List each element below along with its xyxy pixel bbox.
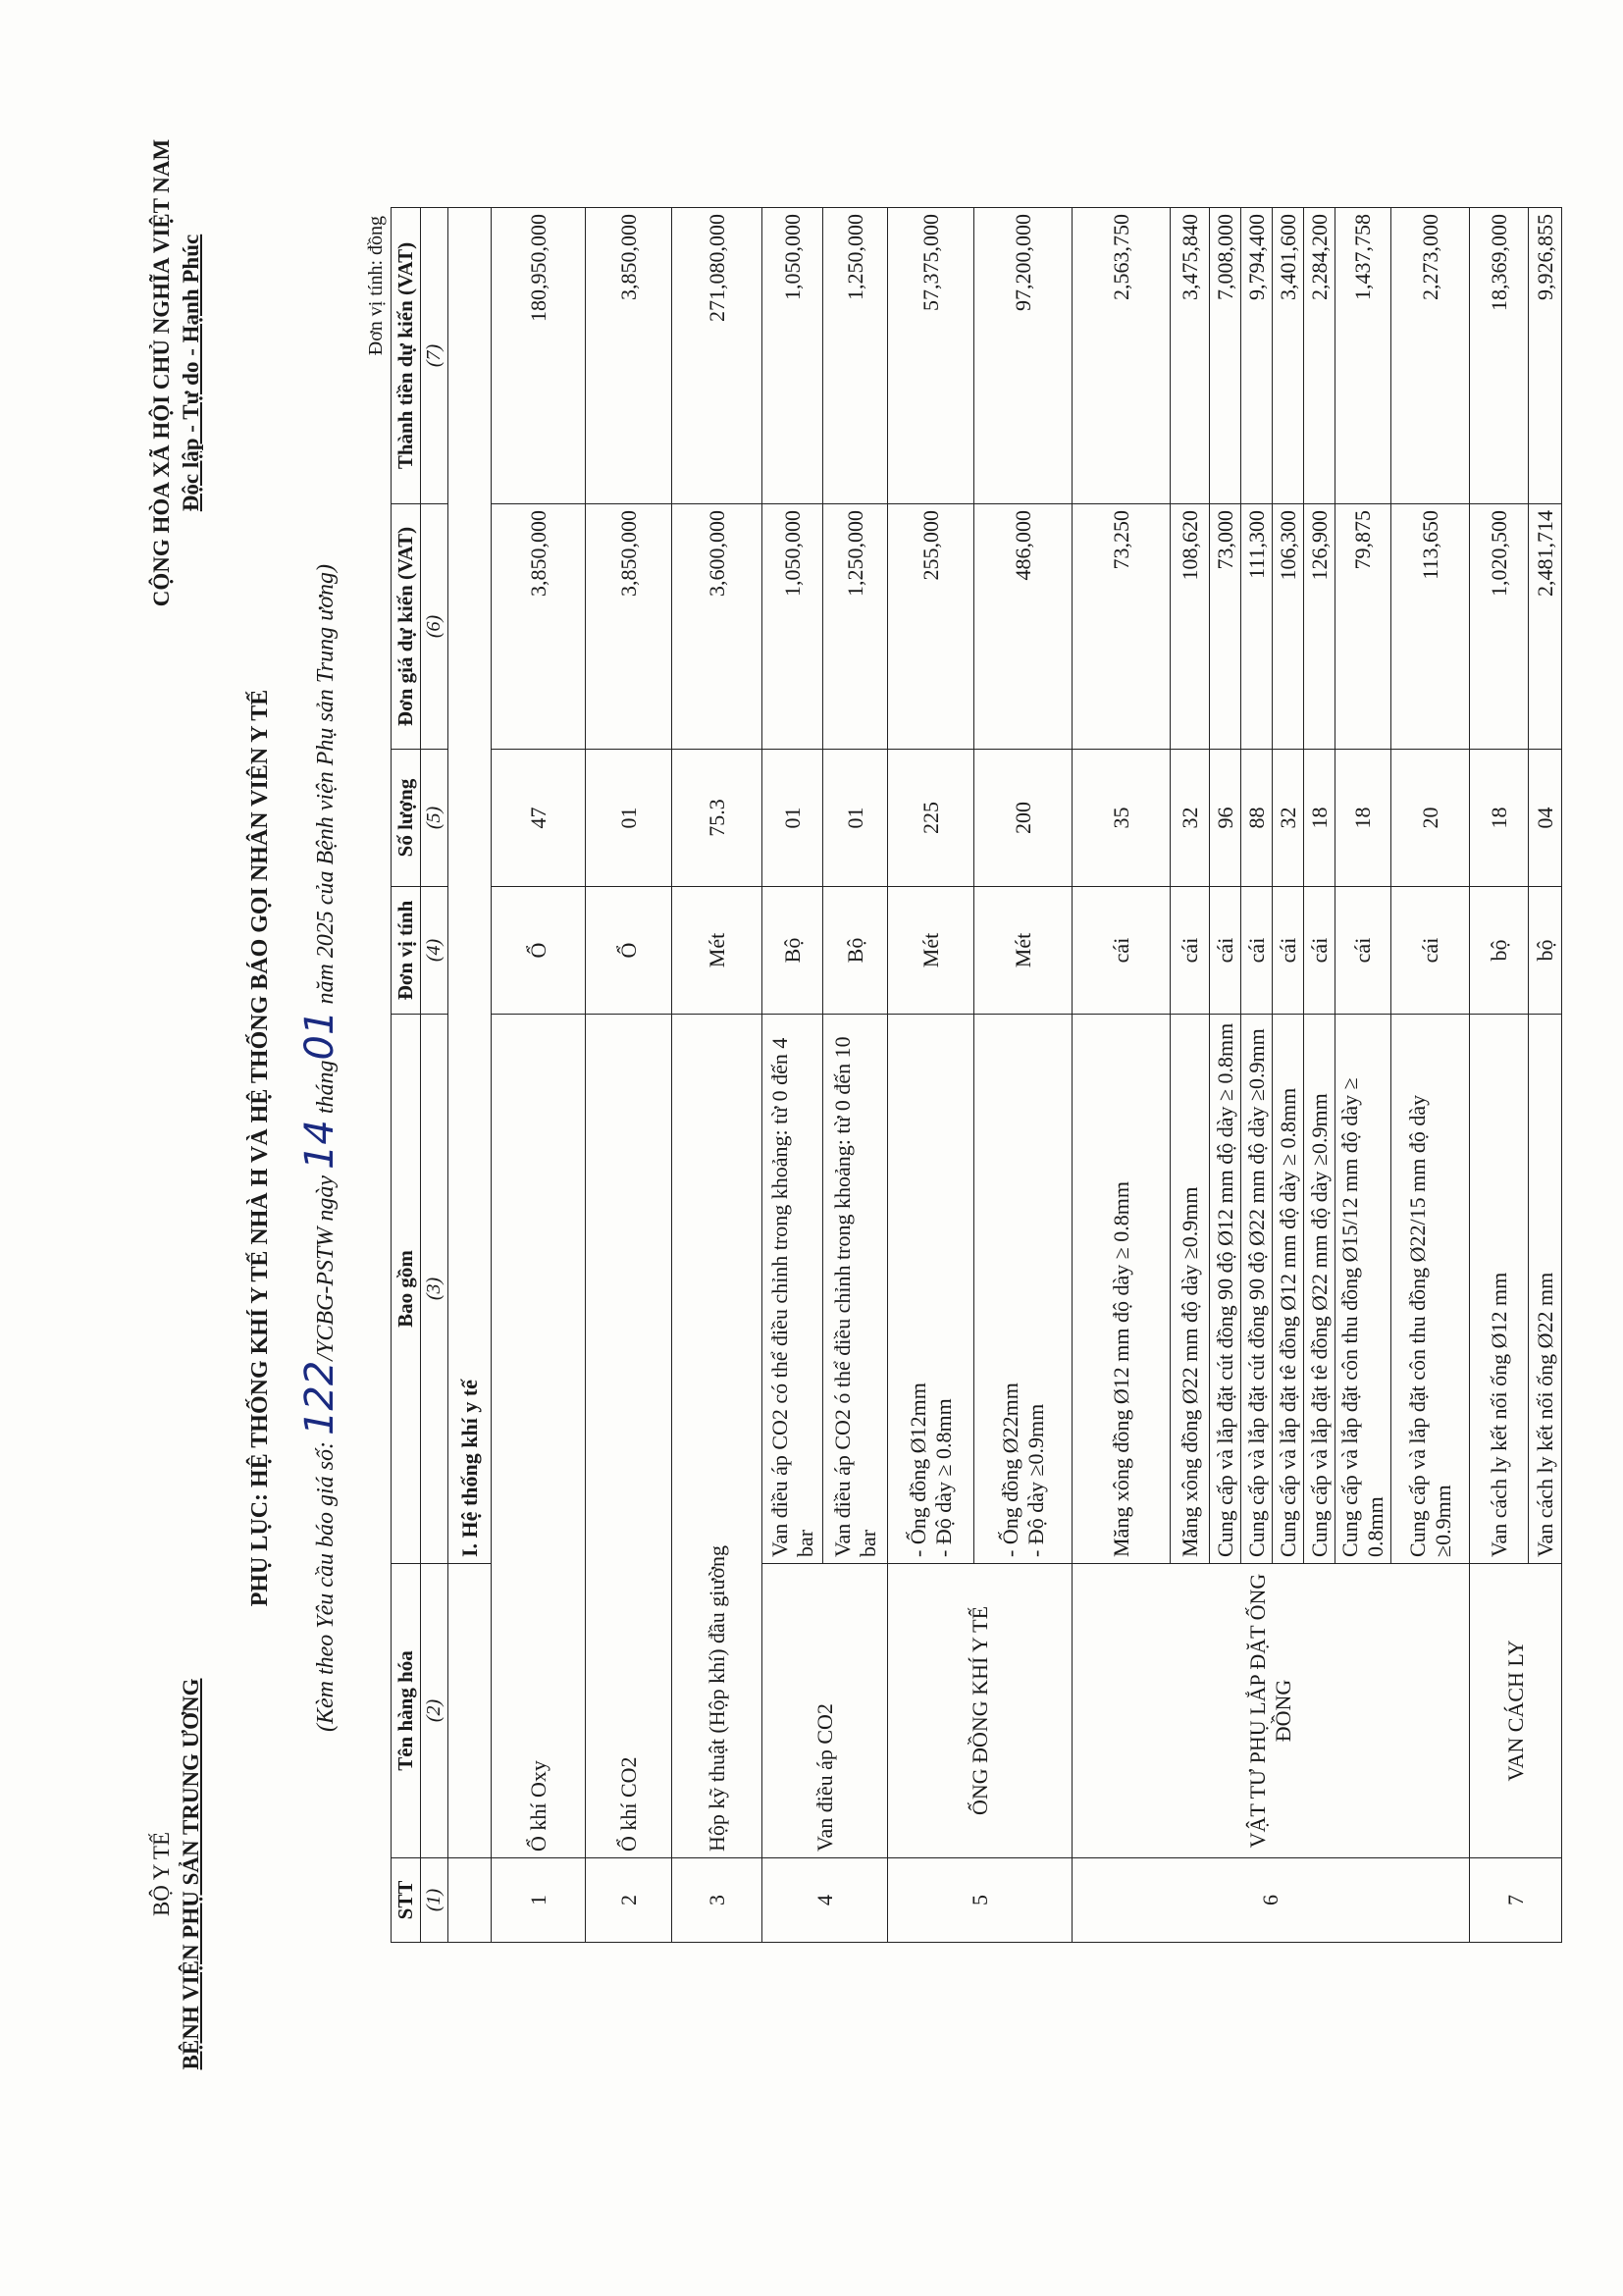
col-header: STT [392,1858,421,1943]
national-motto: Độc lập - Tự do - Hạnh Phúc [178,234,203,512]
cell-stt: 4 [762,1858,888,1943]
cell-unit: cái [1241,887,1273,1015]
cell-price: 1,050,000 [762,504,823,750]
cell-price: 79,875 [1335,504,1391,750]
cell-qty: 96 [1210,750,1241,887]
cell-total: 3,475,840 [1171,208,1210,504]
cell-total: 2,273,000 [1391,208,1470,504]
cell-qty: 200 [974,750,1073,887]
col-header: Thành tiền dự kiến (VAT) [392,208,421,504]
cell-qty: 32 [1273,750,1304,887]
col-number: (3) [421,1015,448,1564]
table-row [888,208,974,1943]
cell-total: 271,080,000 [672,208,762,504]
cell-qty: 88 [1241,750,1273,887]
cell-total: 9,794,400 [1241,208,1273,504]
section-row [448,208,492,1943]
cell-price: 73,250 [1073,504,1171,750]
table-row [492,208,586,1943]
col-number: (2) [421,1564,448,1858]
cell-name: VAN CÁCH LY [1470,1564,1562,1858]
cell-spec: Cung cấp và lắp đặt tê đồng Ø22 mm độ dày ≥0.9mm [1304,1015,1335,1564]
document-title: PHỤ LỤC: HỆ THỐNG KHÍ Y TẾ NHÀ H VÀ HỆ THỐNG BÁO GỌI NHÂN VIÊN Y TẾ [247,689,273,1607]
cell-unit: Mét [888,887,974,1015]
cell-qty: 32 [1171,750,1210,887]
cell-total: 3,850,000 [586,208,672,504]
cell-price: 3,850,000 [586,504,672,750]
col-number: (5) [421,750,448,887]
cell-stt: 5 [888,1858,1073,1943]
cell-spec: Cung cấp và lắp đặt cút đồng 90 độ Ø12 mm độ dày ≥ 0.8mm [1210,1015,1241,1564]
col-header: Đơn vị tính [392,887,421,1015]
handwritten-doc-number: 122 [297,1360,342,1436]
cell-price: 106,300 [1273,504,1304,750]
cell-unit: Ổ [586,887,672,1015]
cell-total: 7,008,000 [1210,208,1241,504]
cell-qty: 20 [1391,750,1470,887]
cell-unit: bộ [1470,887,1529,1015]
handwritten-day: 14 [297,1120,342,1171]
spec-line: - Ống đồng Ø12mm [905,1383,930,1557]
cell-qty: 04 [1529,750,1562,887]
table-row [586,208,672,1943]
cell-spec: Cung cấp và lắp đặt tê đồng Ø12 mm độ dày ≥ 0.8mm [1273,1015,1304,1564]
cell-price: 111,300 [1241,504,1273,750]
cell-price: 3,850,000 [492,504,586,750]
col-number: (7) [421,208,448,504]
cell-unit: Mét [672,887,762,1015]
table-row [672,208,762,1943]
cell-price: 2,481,714 [1529,504,1562,750]
spec-line: - Độ dày ≥ 0.8mm [930,1398,956,1557]
ministry-name: BỘ Y TẾ [149,1831,174,1917]
cell-total: 3,401,600 [1273,208,1304,504]
cell-unit: bộ [1529,887,1562,1015]
col-header: Số lượng [392,750,421,887]
cell-stt: 2 [586,1858,672,1943]
cell-unit: Bộ [823,887,888,1015]
header-right [147,98,206,648]
cell-qty: 01 [586,750,672,887]
cell-qty: 01 [823,750,888,887]
spec-line: - Độ dày ≥0.9mm [1022,1403,1048,1557]
cell-spec: Van điều áp CO2 có thể điều chỉnh trong khoảng: từ 0 đến 4 bar [762,1015,823,1564]
table-row [1073,208,1171,1943]
subtitle-mid1: /YCBG-PSTW ngày [313,1175,339,1361]
col-header: Bao gồm [392,1015,421,1564]
cell-total: 9,926,855 [1529,208,1562,504]
cell-total: 1,437,758 [1335,208,1391,504]
cell-total: 57,375,000 [888,208,974,504]
cell-qty: 18 [1335,750,1391,887]
cell-qty: 47 [492,750,586,887]
cell-qty: 35 [1073,750,1171,887]
cell-stt: 7 [1470,1858,1562,1943]
cell-stt: 6 [1073,1858,1470,1943]
cell-total: 1,050,000 [762,208,823,504]
cell-total: 1,250,000 [823,208,888,504]
cell-name: Hộp kỹ thuật (Hộp khí) đầu giường [672,1015,762,1858]
subtitle-prefix: (Kèm theo Yêu cầu báo giá số: [313,1441,339,1733]
col-header: Tên hàng hóa [392,1564,421,1858]
cell-qty: 01 [762,750,823,887]
cell-stt: 1 [492,1858,586,1943]
cell-spec: Măng xông đồng Ø22 mm độ dày ≥0.9mm [1171,1015,1210,1564]
cell-spec: Cung cấp và lắp đặt côn thu đồng Ø15/12 mm độ dày ≥ 0.8mm [1335,1015,1391,1564]
cell-spec: Cung cấp và lắp đặt cút đồng 90 độ Ø22 mm độ dày ≥0.9mm [1241,1015,1273,1564]
cell-total: 180,950,000 [492,208,586,504]
col-number: (6) [421,504,448,750]
cell-spec [888,1015,974,1564]
table-header-row [392,208,421,1943]
cell-total: 2,563,750 [1073,208,1171,504]
cell-price: 255,000 [888,504,974,750]
cell-price: 108,620 [1171,504,1210,750]
cell-name: Ổ khí Oxy [492,1015,586,1858]
cell-unit: cái [1273,887,1304,1015]
cell-qty: 18 [1470,750,1529,887]
cell-unit: cái [1073,887,1171,1015]
subtitle-mid2: tháng [313,1060,339,1115]
column-number-row [421,208,448,1943]
cell-qty: 18 [1304,750,1335,887]
cell-unit: Mét [974,887,1073,1015]
cell-qty: 225 [888,750,974,887]
cell-qty: 75.3 [672,750,762,887]
cell-spec: Van cách ly kết nối ống Ø22 mm [1529,1015,1562,1564]
col-number: (1) [421,1858,448,1943]
cell-unit: cái [1335,887,1391,1015]
cell-price: 73,000 [1210,504,1241,750]
cell-price: 3,600,000 [672,504,762,750]
section-title: I. Hệ thống khí y tế [448,208,492,1564]
country-name: CỘNG HÒA XÃ HỘI CHỦ NGHĨA VIỆT NAM [149,138,174,607]
cell-price: 486,000 [974,504,1073,750]
cell-name: ỐNG ĐỒNG KHÍ Y TẾ [888,1564,1073,1858]
table-row [762,208,823,1943]
cell-total: 97,200,000 [974,208,1073,504]
cell-unit: Ổ [492,887,586,1015]
cell-price: 1,250,000 [823,504,888,750]
hospital-name: BỆNH VIỆN PHỤ SẢN TRUNG ƯƠNG [178,1678,203,2070]
cell-name: Van điều áp CO2 [762,1564,888,1858]
cell-unit: cái [1391,887,1470,1015]
cell-spec: Van cách ly kết nối ống Ø12 mm [1470,1015,1529,1564]
cell-spec [974,1015,1073,1564]
cell-unit: cái [1304,887,1335,1015]
cell-unit: cái [1210,887,1241,1015]
document-subtitle [294,147,345,2149]
table-row [1470,208,1529,1943]
cell-unit: cái [1171,887,1210,1015]
handwritten-month: 01 [297,1010,342,1061]
col-number: (4) [421,887,448,1015]
cell-spec: Van điều áp CO2 ó thể điều chỉnh trong khoảng: từ 0 đến 10 bar [823,1015,888,1564]
cell-spec: Măng xông đồng Ø12 mm độ dày ≥ 0.8mm [1073,1015,1171,1564]
cell-total: 18,369,000 [1470,208,1529,504]
subtitle-suffix: năm 2025 của Bệnh viện Phụ sản Trung ương) [313,564,339,1005]
cell-spec: Cung cấp và lắp đặt côn thu đồng Ø22/15 mm độ dày ≥0.9mm [1391,1015,1470,1564]
cell-name: Ổ khí CO2 [586,1015,672,1858]
cell-price: 1,020,500 [1470,504,1529,750]
cell-price: 113,650 [1391,504,1470,750]
col-header: Đơn giá dự kiến (VAT) [392,504,421,750]
cell-price: 126,900 [1304,504,1335,750]
cell-total: 2,284,200 [1304,208,1335,504]
unit-note: Đơn vị tính: đồng [365,216,387,356]
cell-name: VẬT TƯ PHỤ LẮP ĐẶT ỐNG ĐỒNG [1073,1564,1470,1858]
header-left [147,1599,206,2149]
price-table [391,207,1562,1943]
cell-stt: 3 [672,1858,762,1943]
spec-line: - Ống đồng Ø22mm [997,1383,1022,1557]
cell-unit: Bộ [762,887,823,1015]
